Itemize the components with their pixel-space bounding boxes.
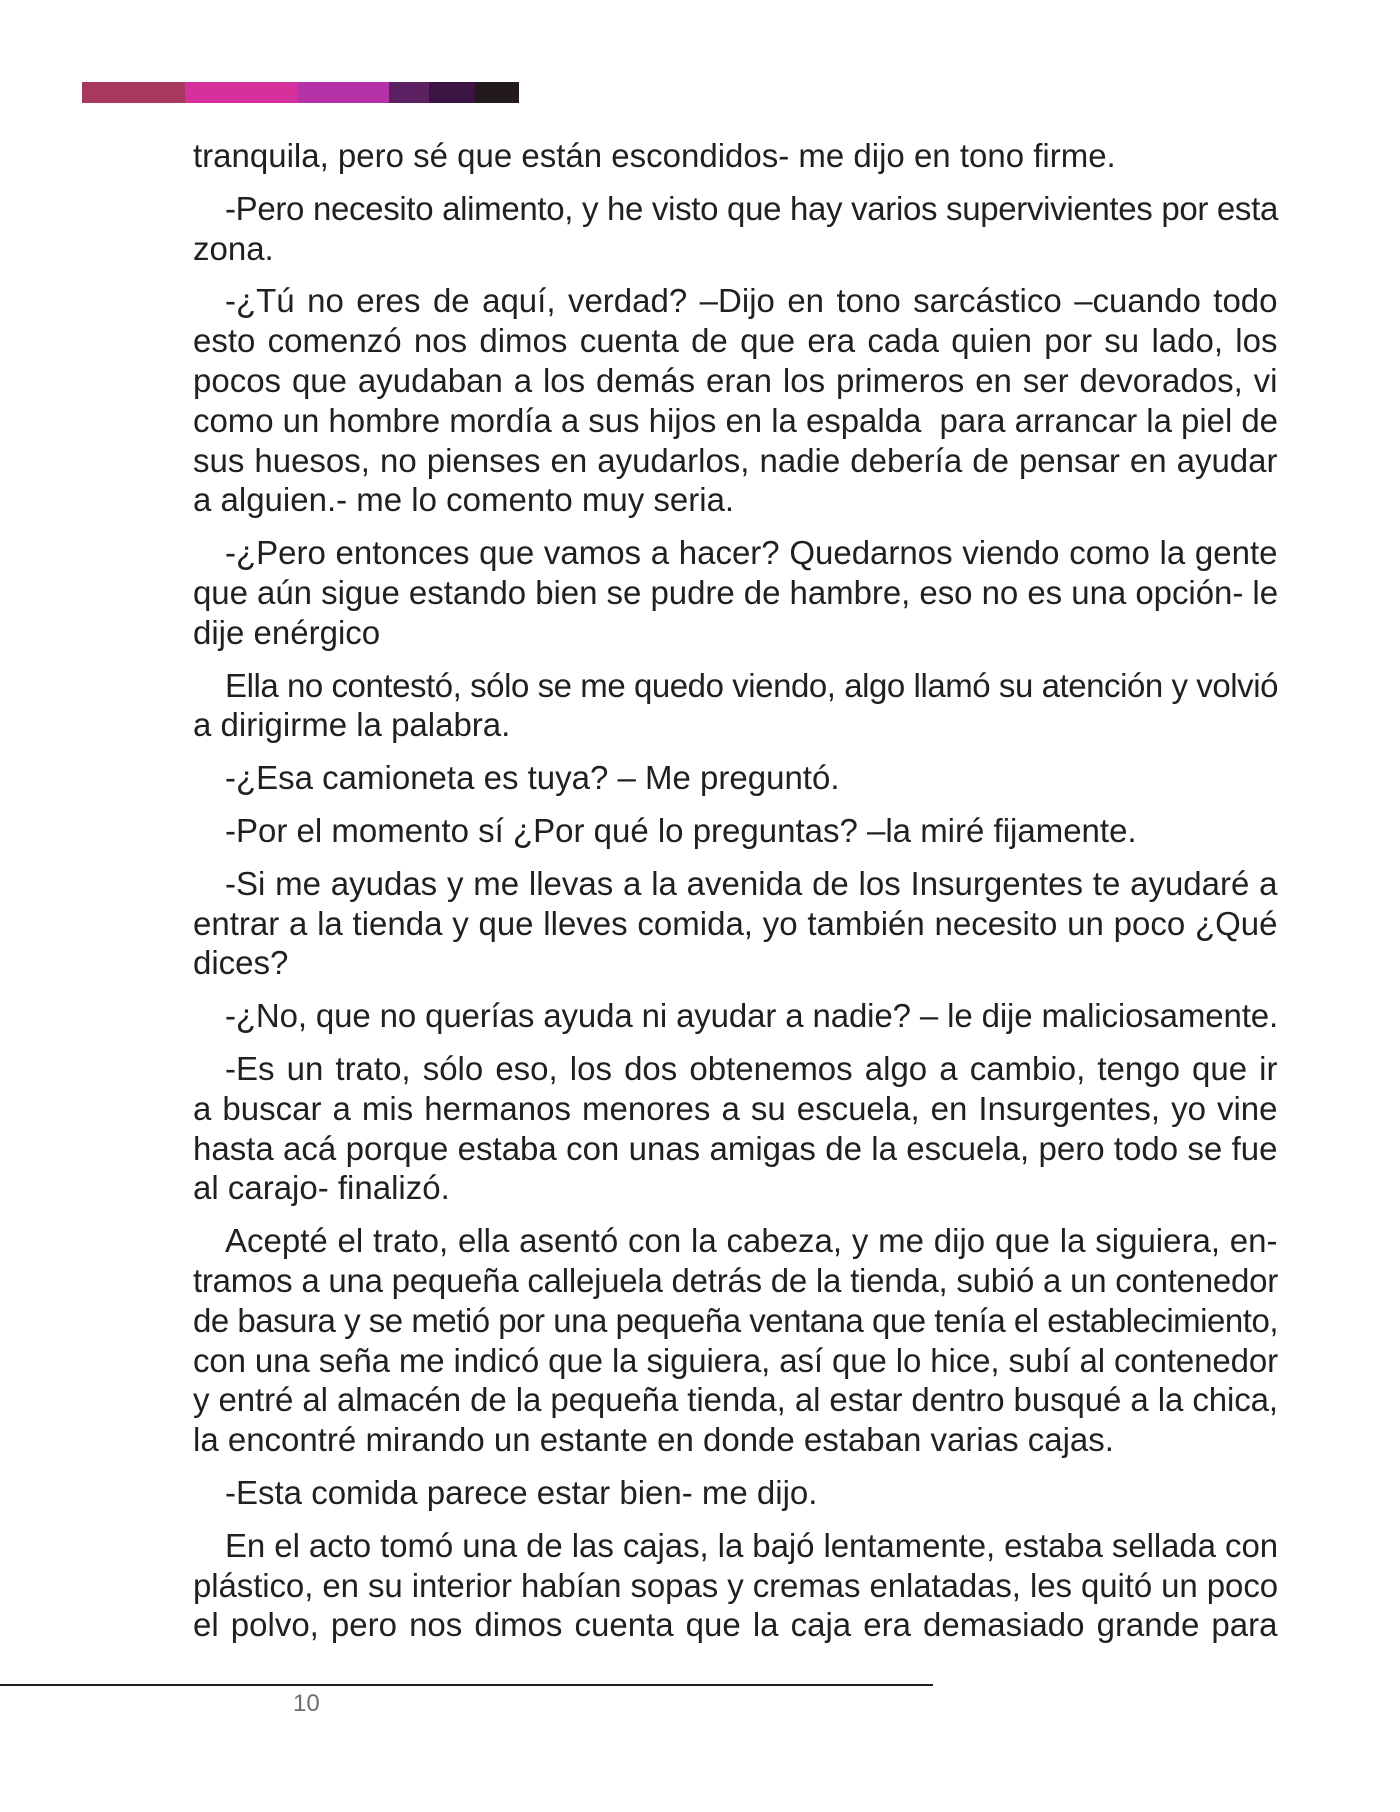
paragraph (193, 996, 1278, 1036)
text-line: -Por el momento sí ¿Por qué lo preguntas? –la miré fijamente. (225, 811, 1137, 849)
paragraph (193, 666, 1278, 746)
text-line-box (193, 1129, 1278, 1169)
page-number: 10 (293, 1690, 320, 1717)
paragraph (193, 1473, 1278, 1513)
text-line-box (193, 1605, 1278, 1645)
text-line-box (193, 1168, 1278, 1208)
text-line: como un hombre mordía a sus hijos en la espalda para arrancar la piel de (193, 401, 1278, 439)
text-line-box (193, 996, 1278, 1036)
text-line-box (193, 1341, 1278, 1381)
text-line: plástico, en su interior habían sopas y cremas enlatadas, les quitó un poco (193, 1566, 1278, 1604)
text-line-box (193, 533, 1278, 573)
text-line: hasta acá porque estaba con unas amigas de la escuela, pero todo se fue (193, 1129, 1278, 1167)
text-line: dices? (193, 944, 289, 982)
color-bar-segment (298, 82, 389, 103)
text-line: sus huesos, no pienses en ayudarlos, nadie debería de pensar en ayudar (193, 441, 1278, 479)
text-line: y entré al almacén de la pequeña tienda, al estar dentro busqué a la chica, (193, 1381, 1278, 1419)
text-line: tranquila, pero sé que están escondidos- me dijo en tono firme. (193, 137, 1116, 174)
body-text (193, 136, 1278, 1645)
text-line: -¿No, que no querías ayuda ni ayudar a nadie? – le dije maliciosamente. (225, 997, 1278, 1035)
text-line: -¿Pero entonces que vamos a hacer? Quedarnos viendo como la gente (225, 534, 1278, 572)
text-line: a buscar a mis hermanos menores a su escuela, en Insurgentes, yo vine (193, 1089, 1278, 1127)
text-line: zona. (193, 229, 274, 267)
text-line: -Si me ayudas y me llevas a la avenida de los Insurgentes te ayudaré a (225, 864, 1278, 902)
text-line-box (193, 1566, 1278, 1606)
text-line: de basura y se metió por una pequeña ventana que tenía el establecimiento, (193, 1301, 1278, 1339)
text-line-box (193, 1420, 1278, 1460)
text-line: entrar a la tienda y que lleves comida, yo también necesito un poco ¿Qué (193, 904, 1278, 942)
text-line: al carajo- finalizó. (193, 1169, 450, 1207)
paragraph (193, 758, 1278, 798)
text-line: a dirigirme la palabra. (193, 706, 511, 744)
color-bar-segment (429, 82, 475, 103)
text-line-box (193, 904, 1278, 944)
text-line-box (193, 666, 1278, 706)
text-line-box (193, 229, 1278, 269)
text-line: con una seña me indicó que la siguiera, así que lo hice, subí al contenedor (193, 1341, 1278, 1379)
decorative-color-bar (82, 82, 519, 103)
text-line: tramos a una pequeña callejuela detrás de la tienda, subió a un contenedor (193, 1261, 1278, 1299)
text-line-box (193, 758, 1278, 798)
text-line-box (193, 1089, 1278, 1129)
color-bar-segment (389, 82, 429, 103)
paragraph (193, 1049, 1278, 1208)
text-line-box (193, 1473, 1278, 1513)
text-line: -Esta comida parece estar bien- me dijo. (225, 1473, 818, 1511)
color-bar-segment (185, 82, 298, 103)
text-line: -Es un trato, sólo eso, los dos obtenemos algo a cambio, tengo que ir (225, 1049, 1278, 1087)
text-line: -¿Tú no eres de aquí, verdad? –Dijo en tono sarcástico –cuando todo (225, 282, 1278, 320)
text-line-box (193, 811, 1278, 851)
text-line-box (193, 864, 1278, 904)
text-line: En el acto tomó una de las cajas, la bajó lentamente, estaba sellada con (225, 1526, 1278, 1564)
paragraph (193, 811, 1278, 851)
text-line: dije enérgico (193, 613, 381, 651)
text-line: -Pero necesito alimento, y he visto que hay varios supervivientes por esta (225, 189, 1278, 227)
footer-rule (0, 1684, 933, 1686)
paragraph (193, 136, 1278, 176)
text-line-box (193, 441, 1278, 481)
paragraph (193, 281, 1278, 520)
text-line: que aún sigue estando bien se pudre de hambre, eso no es una opción- le (193, 573, 1279, 611)
text-line: Acepté el trato, ella asentó con la cabeza, y me dijo que la siguiera, en- (225, 1222, 1278, 1260)
text-line: la encontré mirando un estante en donde estaban varias cajas. (193, 1421, 1114, 1459)
text-line-box (193, 573, 1278, 613)
paragraph (193, 864, 1278, 983)
text-line-box (193, 1049, 1278, 1089)
text-line-box (193, 1380, 1278, 1420)
paragraph (193, 1526, 1278, 1645)
text-line: el polvo, pero nos dimos cuenta que la caja era demasiado grande para (193, 1606, 1278, 1644)
text-line-box (193, 189, 1278, 229)
paragraph (193, 533, 1278, 652)
text-line-box (193, 613, 1278, 653)
text-line-box (193, 943, 1278, 983)
text-line-box (193, 401, 1278, 441)
text-line: a alguien.- me lo comento muy seria. (193, 481, 735, 519)
text-line-box (193, 321, 1278, 361)
color-bar-segment (475, 82, 519, 103)
text-line-box (193, 1301, 1278, 1341)
text-line-box (193, 1526, 1278, 1566)
color-bar-segment (82, 82, 185, 103)
text-line-box (193, 705, 1278, 745)
text-line-box (193, 1221, 1278, 1261)
text-line: -¿Esa camioneta es tuya? – Me preguntó. (225, 759, 840, 797)
text-line-box (193, 361, 1278, 401)
paragraph (193, 189, 1278, 269)
text-line-box (193, 480, 1278, 520)
text-line-box (193, 1261, 1278, 1301)
text-line: Ella no contestó, sólo se me quedo viendo, algo llamó su atención y volvió (225, 666, 1278, 704)
paragraph (193, 1221, 1278, 1460)
text-line: pocos que ayudaban a los demás eran los primeros en ser devorados, vi (193, 361, 1278, 399)
text-line: esto comenzó nos dimos cuenta de que era cada quien por su lado, los (193, 322, 1278, 360)
text-line-box (193, 281, 1278, 321)
text-line-box (193, 136, 1278, 176)
